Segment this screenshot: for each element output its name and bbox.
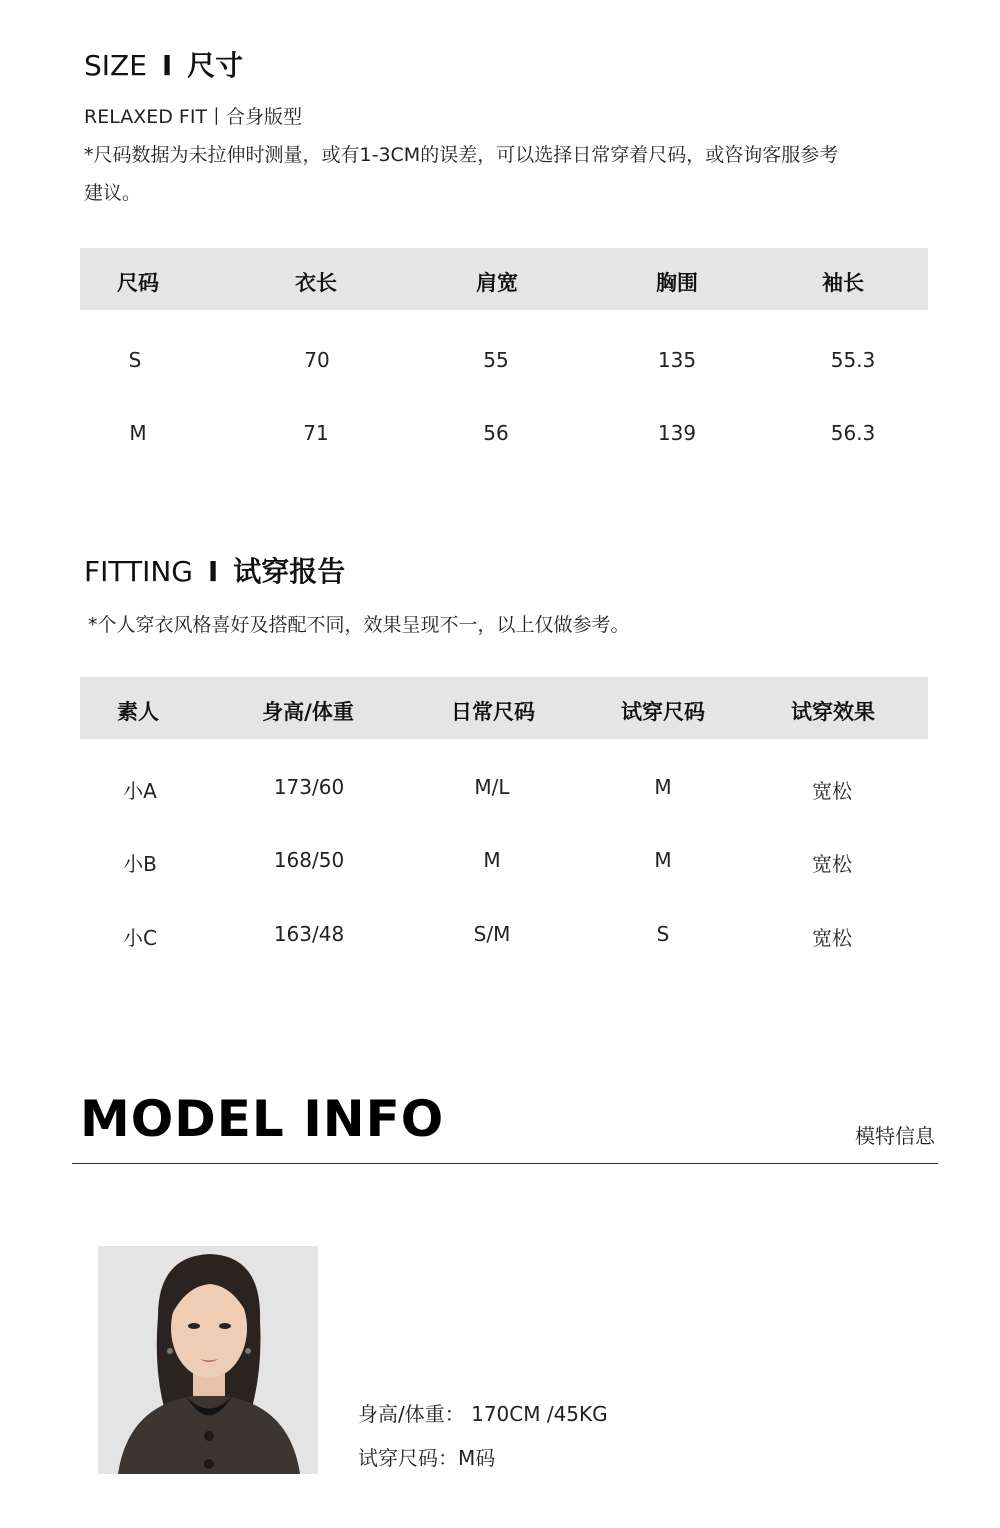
size-title-en: SIZE	[84, 49, 147, 82]
size-header-cell: 衣长	[295, 271, 337, 295]
fitting-title-en: FITTING	[84, 555, 193, 588]
table-cell: S	[656, 922, 670, 946]
table-cell: 139	[657, 421, 697, 445]
fitting-header-cell: 试穿尺码	[621, 700, 705, 724]
table-cell: 135	[657, 348, 697, 372]
title-separator: I	[161, 49, 173, 82]
model-info-title: MODEL INFO	[80, 1090, 445, 1148]
table-cell: 173/60	[273, 775, 345, 799]
table-cell: 小C	[123, 926, 157, 950]
model-info-title-zh: 模特信息	[855, 1124, 935, 1148]
model-try-size: 试穿尺码：M码	[358, 1446, 496, 1470]
model-photo	[98, 1246, 318, 1474]
table-cell: 55	[483, 348, 509, 372]
size-header-cell: 袖长	[822, 271, 864, 295]
table-cell: 56	[483, 421, 509, 445]
fitting-header-cell: 素人	[117, 700, 159, 724]
table-cell: 56.3	[830, 421, 876, 445]
table-cell: M	[654, 775, 672, 799]
fitting-table-header	[80, 677, 928, 739]
fitting-note: *个人穿衣风格喜好及搭配不同，效果呈现不一，以上仅做参考。	[88, 614, 630, 636]
title-separator: I	[207, 555, 219, 588]
table-cell: S/M	[473, 922, 511, 946]
size-note-line1: *尺码数据为未拉伸时测量，或有1-3CM的误差，可以选择日常穿着尺码，或咨询客服参考	[84, 144, 839, 166]
table-cell: 宽松	[812, 779, 852, 803]
table-row	[80, 775, 928, 805]
table-cell: 宽松	[812, 852, 852, 876]
table-cell: M	[129, 421, 147, 445]
table-cell: S	[128, 348, 142, 372]
model-portrait-image	[98, 1246, 318, 1474]
size-header-cell: 胸围	[656, 271, 698, 295]
fitting-header-cell: 日常尺码	[451, 700, 535, 724]
fitting-header-cell: 试穿效果	[791, 700, 875, 724]
model-height-weight: 身高/体重： 170CM /45KG	[358, 1402, 608, 1426]
table-cell: 70	[304, 348, 330, 372]
table-cell: 宽松	[812, 926, 852, 950]
table-row	[80, 922, 928, 952]
table-cell: 小B	[123, 852, 157, 876]
table-row	[80, 348, 928, 378]
model-info-divider	[72, 1163, 938, 1164]
size-note-line2: 建议。	[84, 182, 142, 204]
fitting-table	[80, 677, 928, 967]
size-section-title	[84, 44, 243, 84]
fitting-header-cell: 身高/体重	[262, 700, 354, 724]
table-cell: 55.3	[830, 348, 876, 372]
size-header-cell: 肩宽	[476, 271, 518, 295]
table-cell: 小A	[123, 779, 157, 803]
size-header-cell: 尺码	[117, 271, 159, 295]
table-cell: M/L	[474, 775, 510, 799]
fit-label: RELAXED FIT丨合身版型	[84, 106, 303, 128]
table-cell: 163/48	[273, 922, 345, 946]
table-cell: 71	[303, 421, 329, 445]
size-table-header	[80, 248, 928, 310]
table-row	[80, 848, 928, 878]
table-cell: M	[654, 848, 672, 872]
table-cell: 168/50	[273, 848, 345, 872]
fitting-title-zh: 试穿报告	[233, 555, 346, 588]
table-cell: M	[483, 848, 501, 872]
size-title-zh: 尺寸	[187, 49, 244, 82]
size-table	[80, 248, 928, 478]
table-row	[80, 421, 928, 451]
fitting-section-title	[84, 550, 345, 590]
